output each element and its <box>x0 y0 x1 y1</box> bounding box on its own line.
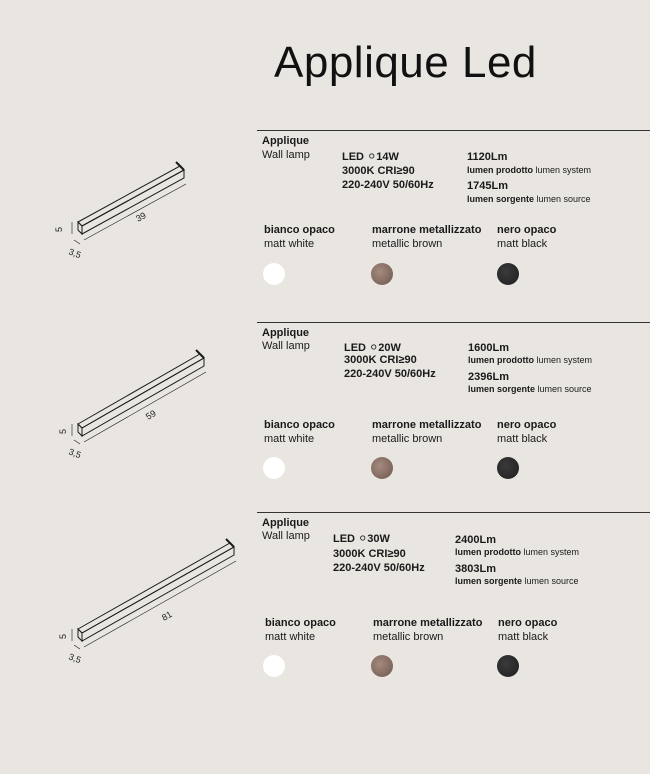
power-value: 20W <box>378 342 401 354</box>
swatch-matt-black[interactable] <box>497 457 519 479</box>
lumen-source-label: lumen sorgente lumen source <box>468 384 592 394</box>
height-label: 5 <box>58 633 68 639</box>
swatch-metallic-brown[interactable] <box>371 263 393 285</box>
led-label: LED <box>333 533 355 545</box>
length-dim-line <box>84 184 186 240</box>
lamp-drawing-20w <box>0 340 250 470</box>
swatch-metallic-brown[interactable] <box>371 457 393 479</box>
led-label: LED <box>342 151 364 163</box>
depth-dim-line <box>74 240 80 244</box>
finish-label-it: bianco opaco <box>265 617 336 629</box>
swatch-matt-white[interactable] <box>263 457 285 479</box>
product-name-en: Wall lamp <box>262 149 310 161</box>
section-divider <box>257 512 650 513</box>
finish-label-it: marrone metallizzato <box>372 419 482 431</box>
finish-label-it: marrone metallizzato <box>373 617 483 629</box>
lamp-top-face <box>78 166 184 226</box>
bulb-icon: ⚪ <box>358 533 368 545</box>
lamp-end-face <box>78 629 82 641</box>
lamp-front-face <box>82 358 204 436</box>
power-value: 30W <box>367 533 390 545</box>
lamp-drawing-30w <box>0 535 250 675</box>
voltage: 220-240V 50/60Hz <box>333 562 425 574</box>
finish-label-it: bianco opaco <box>264 224 335 236</box>
led-power <box>342 150 399 164</box>
lamp-end-face <box>78 222 82 234</box>
finish-label-it: nero opaco <box>497 419 557 431</box>
finish-label-en: metallic brown <box>373 631 444 643</box>
finish-label-en: matt black <box>497 238 548 250</box>
finish-label-en: metallic brown <box>372 433 443 445</box>
product-name-en: Wall lamp <box>262 340 310 352</box>
finish-label-it: marrone metallizzato <box>372 224 482 236</box>
depth-dim-line <box>74 645 80 649</box>
lumen-system-label: lumen prodotto lumen system <box>468 355 593 365</box>
lumen-source-label: lumen sorgente lumen source <box>467 194 591 204</box>
lamp-cap <box>226 539 234 547</box>
lumen-source-value: 3803Lm <box>455 563 496 575</box>
lumen-system-value: 2400Lm <box>455 534 496 546</box>
finish-label-it: nero opaco <box>498 617 558 629</box>
color-temp-cri: 3000K CRI≥90 <box>333 548 406 560</box>
product-name-en: Wall lamp <box>262 530 310 542</box>
length-label: 39 <box>134 210 148 224</box>
lumen-system-value: 1600Lm <box>468 342 509 354</box>
product-name-it: Applique <box>262 327 310 339</box>
page-title: Applique Led <box>274 38 537 87</box>
lamp-front-face <box>82 547 234 641</box>
led-power <box>333 532 390 546</box>
swatch-metallic-brown[interactable] <box>371 655 393 677</box>
swatch-matt-black[interactable] <box>497 655 519 677</box>
depth-label: 3,5 <box>67 446 83 461</box>
finish-label-it: nero opaco <box>497 224 557 236</box>
lamp-cap <box>196 350 204 358</box>
finish-label-en: matt black <box>497 433 548 445</box>
finish-label-en: matt black <box>498 631 549 643</box>
swatch-matt-white[interactable] <box>263 655 285 677</box>
finish-label-en: matt white <box>264 433 315 445</box>
voltage: 220-240V 50/60Hz <box>342 179 434 191</box>
lamp-top-face <box>78 354 204 428</box>
length-dim-line <box>84 372 206 442</box>
depth-label: 3,5 <box>67 651 83 666</box>
swatch-matt-black[interactable] <box>497 263 519 285</box>
lamp-front-face <box>82 170 184 234</box>
depth-dim-line <box>74 440 80 444</box>
lumen-system-label: lumen prodotto lumen system <box>467 165 592 175</box>
length-label: 81 <box>160 609 174 623</box>
length-dim-line <box>84 561 236 647</box>
finish-label-en: metallic brown <box>372 238 443 250</box>
height-label: 5 <box>54 226 64 232</box>
product-name-it: Applique <box>262 135 310 147</box>
lamp-end-face <box>78 424 82 436</box>
depth-label: 3,5 <box>67 246 83 261</box>
power-value: 14W <box>376 151 399 163</box>
led-label: LED <box>344 342 366 354</box>
color-temp-cri: 3000K CRI≥90 <box>342 165 415 177</box>
bulb-icon: ⚪ <box>369 342 379 354</box>
bulb-icon: ⚪ <box>367 151 377 163</box>
lumen-system-label: lumen prodotto lumen system <box>455 547 580 557</box>
section-divider <box>257 322 650 323</box>
lamp-top-face <box>78 543 234 633</box>
height-label: 5 <box>58 428 68 434</box>
section-divider <box>257 130 650 131</box>
swatch-matt-white[interactable] <box>263 263 285 285</box>
finish-label-en: matt white <box>265 631 316 643</box>
product-name-it: Applique <box>262 517 310 529</box>
lumen-source-label: lumen sorgente lumen source <box>455 576 579 586</box>
finish-label-en: matt white <box>264 238 315 250</box>
lumen-system-value: 1120Lm <box>467 151 508 163</box>
color-temp-cri: 3000K CRI≥90 <box>344 354 417 366</box>
finish-label-it: bianco opaco <box>264 419 335 431</box>
lumen-source-value: 2396Lm <box>468 371 509 383</box>
lumen-source-value: 1745Lm <box>467 180 508 192</box>
length-label: 59 <box>144 408 158 422</box>
lamp-cap <box>176 162 184 170</box>
voltage: 220-240V 50/60Hz <box>344 368 436 380</box>
